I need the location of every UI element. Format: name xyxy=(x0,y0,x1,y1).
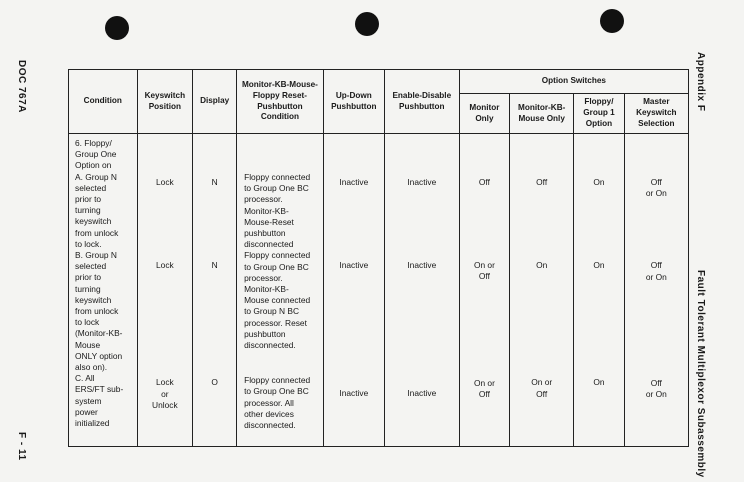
section-heading-line: Option on xyxy=(75,160,112,171)
monitor-reset-line: disconnected. xyxy=(244,420,296,431)
display-value: O xyxy=(211,377,218,388)
floppy-group1-value: On xyxy=(593,177,605,187)
condition-line: power xyxy=(75,406,98,417)
monitor-reset-line: to Group One BC xyxy=(244,183,309,194)
document-id: DOC 767A xyxy=(16,60,27,113)
enable-disable-value: Inactive xyxy=(407,177,437,187)
monitor-reset-line: processor. Reset xyxy=(244,317,307,328)
condition-line: turning xyxy=(75,205,101,216)
floppy-group1-value: On xyxy=(593,377,605,388)
floppy-group1-cell xyxy=(574,134,624,447)
monitor-reset-line: other devices xyxy=(244,408,294,419)
condition-line: Mouse xyxy=(75,339,101,350)
condition-line: keyswitch xyxy=(75,216,112,227)
monitor-only-value: Off xyxy=(478,271,490,282)
keyswitch-value: or xyxy=(161,388,169,399)
condition-line: to lock. xyxy=(75,238,102,249)
floppy-group1-value: On xyxy=(593,260,605,271)
monitor-reset-line: disconnected. xyxy=(244,340,296,351)
condition-line: also on). xyxy=(75,362,108,373)
header-monitor-only: Monitor Only xyxy=(459,94,509,134)
header-enable-disable-pushbutton: Enable-Disable Pushbutton xyxy=(384,70,459,134)
monitor-reset-line: pushbutton xyxy=(244,228,286,239)
master-keyswitch-value: Off xyxy=(650,260,662,271)
monitor-reset-line: to Group N BC xyxy=(244,306,300,317)
switch-conditions-table xyxy=(68,69,689,447)
keyswitch-value: Lock xyxy=(156,177,174,187)
condition-line: system xyxy=(75,395,102,406)
monitor-reset-line: disconnected xyxy=(244,239,294,250)
condition-line: from unlock xyxy=(75,227,119,238)
display-value: N xyxy=(211,177,218,187)
monitor-only-value: On or xyxy=(473,377,495,388)
monitor-reset-line: to Group One BC xyxy=(244,386,309,397)
display-value: N xyxy=(211,260,218,271)
header-monitor-reset-condition: Monitor-KB-Mouse-Floppy Reset-Pushbutton Condition xyxy=(237,70,324,134)
display-cell xyxy=(193,134,237,447)
condition-line: keyswitch xyxy=(75,294,112,305)
master-keyswitch-value: or On xyxy=(645,389,667,400)
section-heading-line: 6. Floppy/ xyxy=(75,138,112,148)
keyswitch-value: Unlock xyxy=(152,399,178,410)
monitor-kb-mouse-value: Off xyxy=(536,388,548,399)
up-down-value: Inactive xyxy=(339,177,369,187)
master-keyswitch-value: Off xyxy=(650,377,662,388)
header-keyswitch-position: Keyswitch Position xyxy=(137,70,193,134)
page-number: F - 11 xyxy=(16,432,27,461)
header-master-keyswitch-selection: Master Keyswitch Selection xyxy=(624,94,688,134)
condition-line: turning xyxy=(75,283,101,294)
monitor-reset-line: Floppy connected xyxy=(244,375,311,386)
monitor-kb-mouse-value: On xyxy=(536,260,548,271)
binder-hole-right xyxy=(600,9,624,33)
enable-disable-cell xyxy=(384,134,459,447)
monitor-reset-cell xyxy=(237,134,324,447)
binder-hole-left xyxy=(105,16,129,40)
condition-line: ONLY option xyxy=(75,350,123,361)
keyswitch-cell xyxy=(137,134,193,447)
header-condition: Condition xyxy=(69,70,138,134)
condition-line: (Monitor-KB- xyxy=(75,328,123,339)
monitor-kb-mouse-only-cell xyxy=(510,134,574,447)
condition-line: initialized xyxy=(75,418,110,429)
running-title: Fault Tolerant Multiplexor Subassembly xyxy=(695,270,706,478)
monitor-reset-line: processor. All xyxy=(244,397,294,408)
monitor-reset-line: Monitor-KB- xyxy=(244,205,289,216)
monitor-reset-line: processor. xyxy=(244,194,283,205)
master-keyswitch-cell xyxy=(624,134,688,447)
monitor-reset-line: Monitor-KB- xyxy=(244,284,289,295)
condition-line: A. Group N xyxy=(75,171,117,182)
header-monitor-kb-mouse-only: Monitor-KB-Mouse Only xyxy=(510,94,574,134)
header-display: Display xyxy=(193,70,237,134)
master-keyswitch-value: or On xyxy=(645,188,667,199)
header-option-switches: Option Switches xyxy=(459,70,688,94)
monitor-reset-line: to Group One BC xyxy=(244,261,309,272)
monitor-reset-line: processor. xyxy=(244,272,283,283)
monitor-only-cell xyxy=(459,134,509,447)
monitor-reset-line: Floppy connected xyxy=(244,172,311,182)
condition-line: B. Group N xyxy=(75,250,117,261)
header-up-down-pushbutton: Up-Down Pushbutton xyxy=(323,70,384,134)
up-down-value: Inactive xyxy=(339,260,369,271)
appendix-label: Appendix F xyxy=(695,52,706,112)
monitor-only-value: Off xyxy=(478,177,490,187)
condition-line: to lock xyxy=(75,317,100,328)
condition-line: selected xyxy=(75,261,107,272)
monitor-reset-line: Mouse-Reset xyxy=(244,216,294,227)
monitor-only-value: Off xyxy=(478,388,490,399)
monitor-only-value: On or xyxy=(473,260,495,271)
condition-line: C. All xyxy=(75,373,95,384)
master-keyswitch-value: Off xyxy=(650,177,662,187)
monitor-reset-line: Mouse connected xyxy=(244,295,311,306)
header-floppy-group1-option: Floppy/ Group 1 Option xyxy=(574,94,624,134)
monitor-reset-line: Floppy connected xyxy=(244,250,311,261)
monitor-kb-mouse-value: On or xyxy=(531,377,553,388)
table-row xyxy=(69,134,689,447)
keyswitch-value: Lock xyxy=(156,377,174,388)
enable-disable-value: Inactive xyxy=(407,260,437,271)
condition-line: from unlock xyxy=(75,306,119,317)
up-down-cell xyxy=(323,134,384,447)
condition-line: ERS/FT sub- xyxy=(75,384,124,395)
up-down-value: Inactive xyxy=(339,388,369,399)
master-keyswitch-value: or On xyxy=(645,271,667,282)
condition-line: prior to xyxy=(75,194,102,205)
section-heading-line: Group One xyxy=(75,149,117,160)
monitor-kb-mouse-value: Off xyxy=(536,177,548,187)
keyswitch-value: Lock xyxy=(156,260,174,271)
binder-hole-center xyxy=(355,12,379,36)
enable-disable-value: Inactive xyxy=(407,388,437,399)
condition-line: selected xyxy=(75,182,107,193)
condition-cell xyxy=(69,134,138,447)
condition-line: prior to xyxy=(75,272,102,283)
monitor-reset-line: pushbutton xyxy=(244,328,286,339)
